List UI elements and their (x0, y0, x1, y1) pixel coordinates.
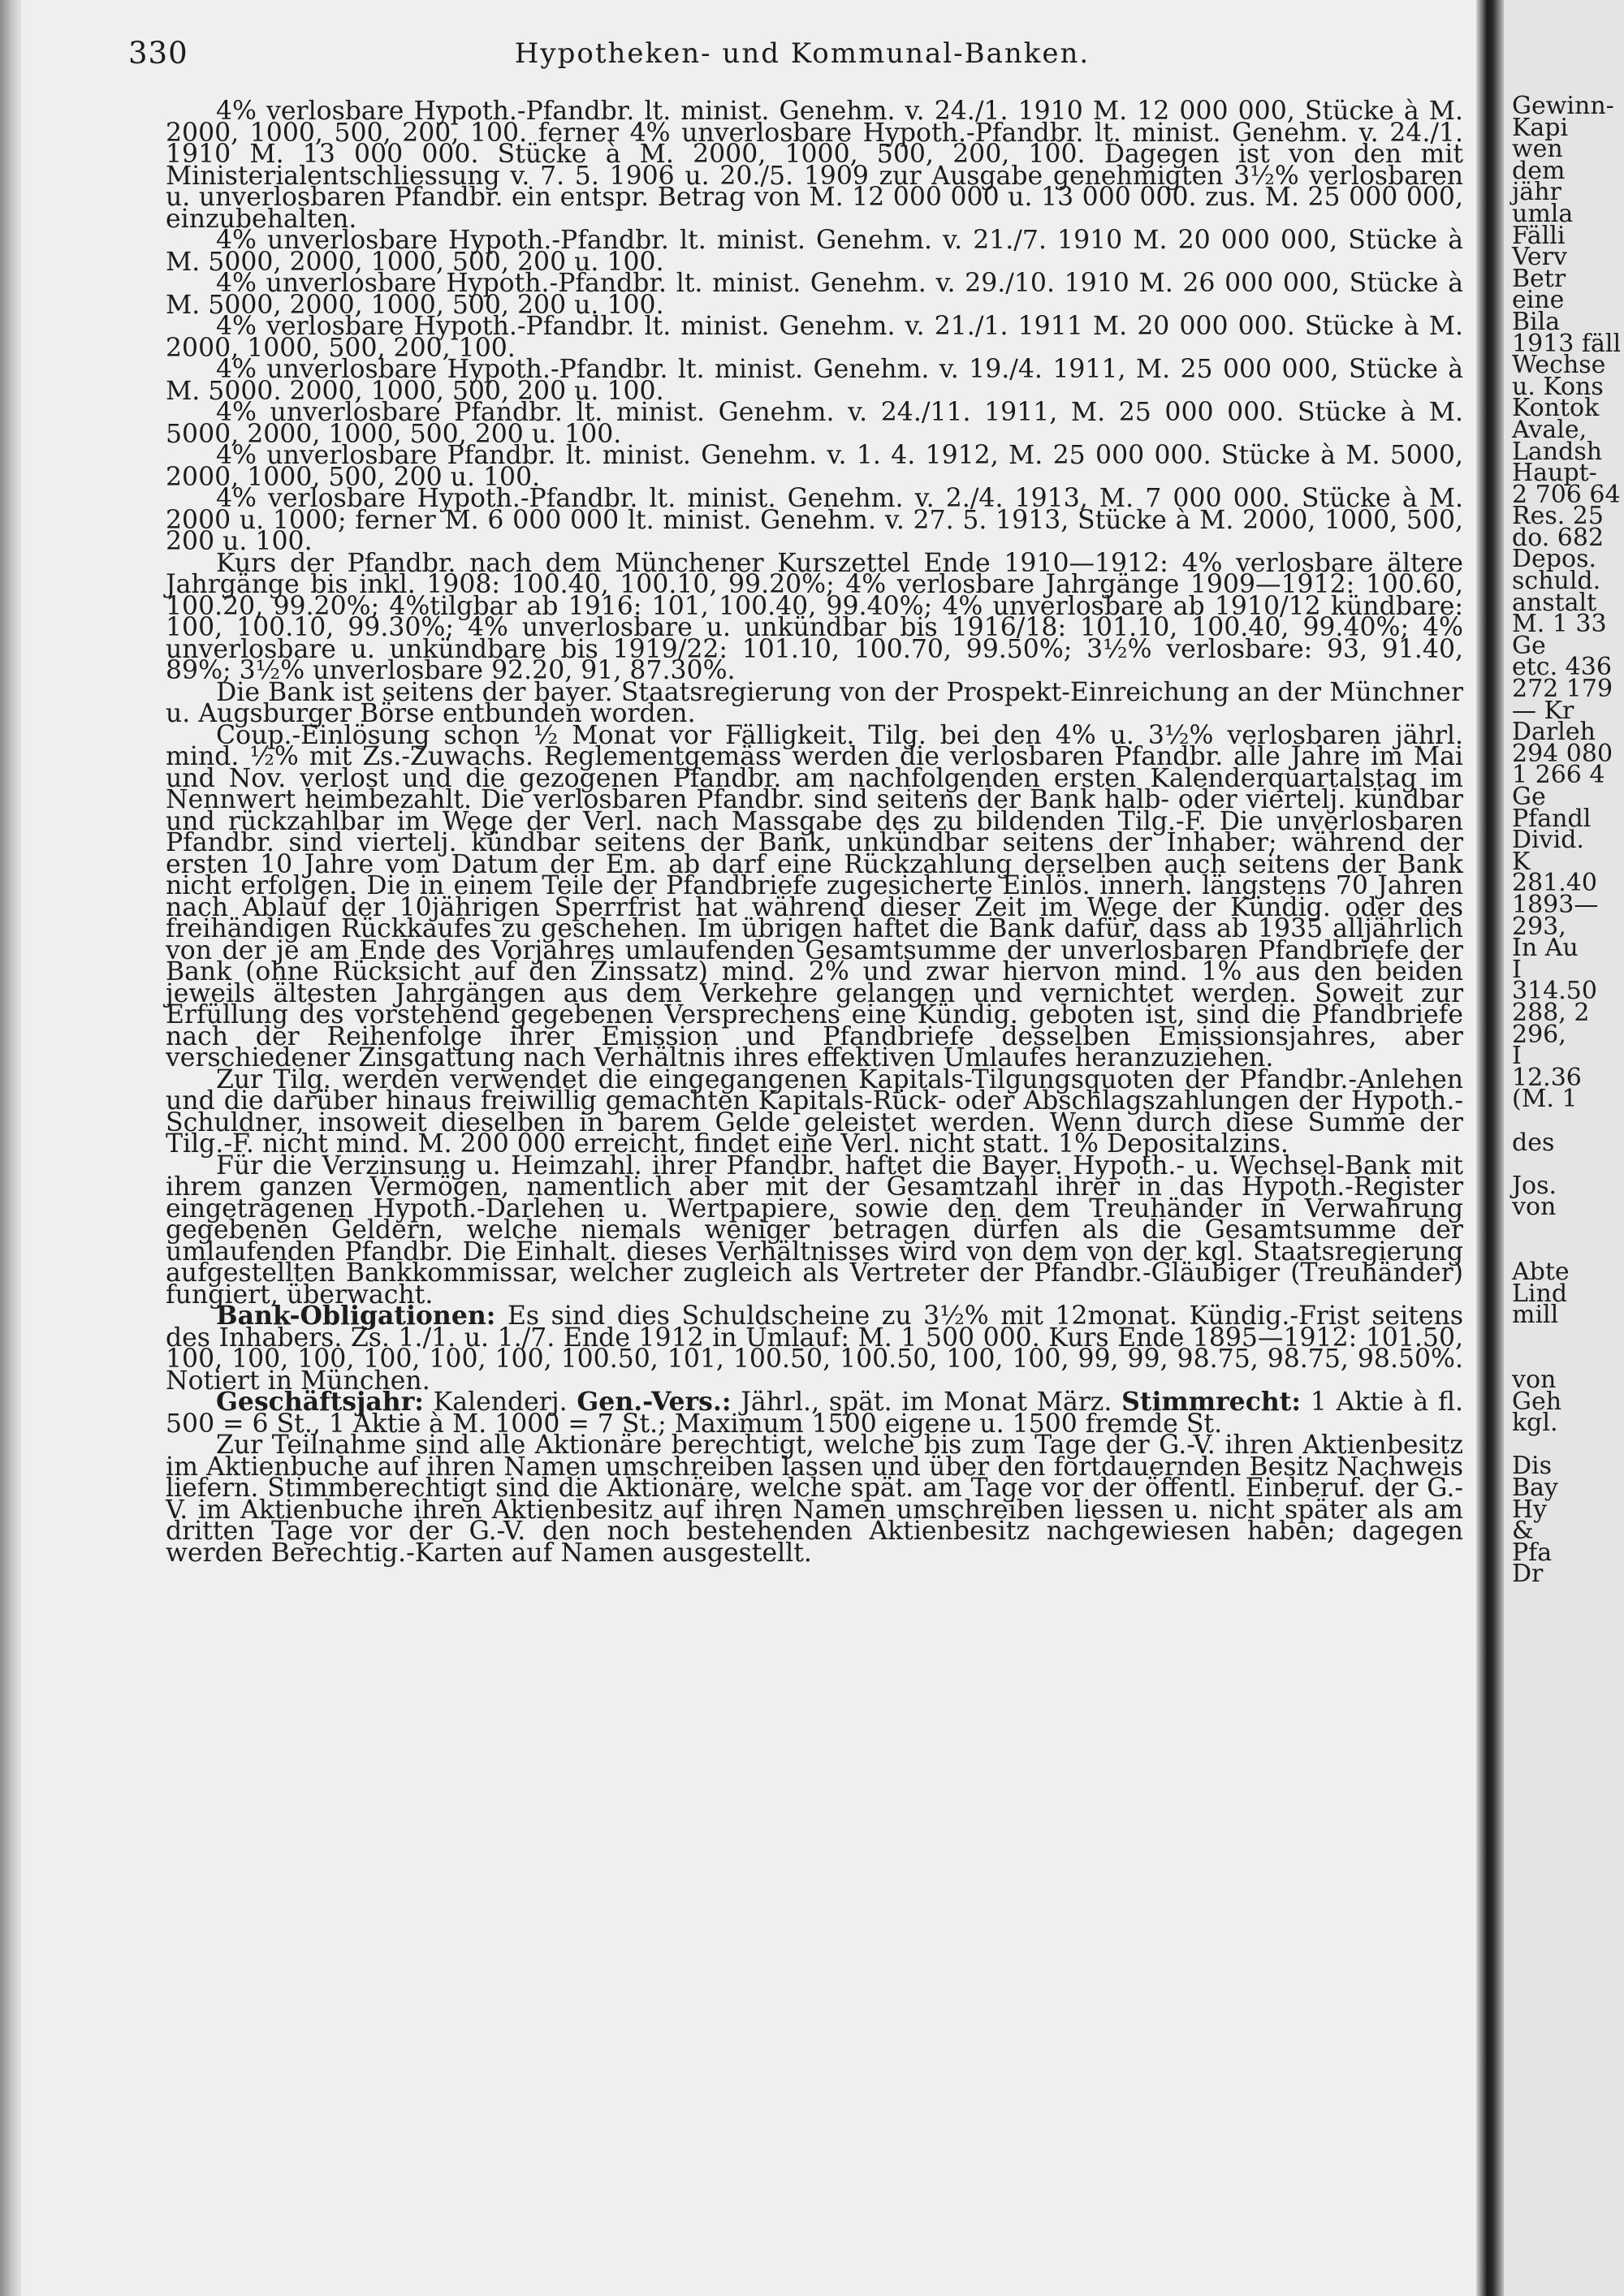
adjacent-page-line: Res. 25 (1512, 502, 1604, 531)
adjacent-page-line: Pfandl (1512, 804, 1592, 833)
adjacent-page-line: I (1512, 955, 1522, 984)
adjacent-page-line: Jos. (1512, 1171, 1557, 1200)
adjacent-page-line: 1913 fäll (1512, 329, 1622, 358)
adjacent-page-line: Haupt- (1512, 459, 1597, 488)
adjacent-page-line: 281.40 (1512, 869, 1597, 898)
paragraph-pfandbr-1911-jan: 4% verlosbare Hypoth.-Pfandbr. lt. minist. Genehm. v. 21./1. 1911 M. 20 000 000. Stücke à M. 2000, 1000, 500, 200, 100. (166, 312, 1463, 363)
adjacent-page-text (1512, 92, 1624, 1589)
adjacent-page-line: Kontok (1512, 394, 1600, 423)
paragraph-teilnahme: Zur Teilnahme sind alle Aktionäre berechtigt, welche bis zum Tage der G.-V. ihren Aktienbesitz im Aktienbuche auf ihren Namen umschreiben lassen und über den fortdauernden Besitz Nachweis liefern. Stimmberechtigt sind die Aktionäre, welche spät. am Tage vor der öffentl. Einberuf. der G.-V. im Aktienbuche ihren Aktienbesitz auf ihren Namen umschreiben liessen u. nicht später als am dritten Tage vor der G.-V. den noch bestehenden Aktienbesitz nachgewiesen haben; dagegen werden Berechtig.-Karten auf Namen ausgestellt. (166, 1431, 1463, 1568)
adjacent-page-line: Landsh (1512, 437, 1603, 466)
adjacent-page-line: Gewinn- (1512, 92, 1614, 120)
heading-stimmrecht: Stimmrecht: (1121, 1387, 1301, 1417)
paragraph-pfandbr-1910-jan: 4% verlosbare Hypoth.-Pfandbr. lt. minist. Genehm. v. 24./1. 1910 M. 12 000 000, Stücke à M. 2000, 1000, 500, 200, 100. ferner 4% unverlosbare Hypoth.-Pfandbr. lt. minist. Genehm. v. 24./1. 1910 M. 13 000 000. Stücke à M. 2000, 1000, 500, 200, 100. Dagegen ist von den mit Ministerialentschliessung v. 7. 5. 1906 u. 20./5. 1909 zur Ausgabe genehmigten 3½% verlosbaren u. unverlosbaren Pfandbr. ein entspr. Betrag von M. 12 000 000 u. 13 000 000. zus. M. 25 000 000, einzubehalten. (166, 97, 1463, 234)
adjacent-page-line: 1893— (1512, 890, 1599, 919)
adjacent-page-line: 293, (1512, 912, 1566, 941)
adjacent-page-line: & (1512, 1517, 1534, 1546)
adjacent-page-line: Verv (1512, 243, 1567, 272)
text-geschaeftsjahr: Kalenderj. (423, 1388, 577, 1417)
adjacent-page-line: 294 080 (1512, 739, 1613, 768)
adjacent-page-line: 1 266 4 (1512, 761, 1605, 790)
adjacent-page-line: (M. 1 (1512, 1085, 1578, 1114)
text-bank-obligationen: Es sind dies Schuldscheine zu 3½% mit 12monat. Kündig.-Frist seitens des Inhabers. Zs. 1./1. u. 1./7. Ende 1912 in Umlauf: M. 1 500 000. Kurs Ende 1895—1912: 101.50, 100, 100, 100, 100, 100, 100, 100.50, 101, 100.50, 100.50, 100, 100, 99, 99, 98.75, 98.75, 98.50%. Notiert in München. (166, 1301, 1463, 1396)
adjacent-page-line: Betr (1512, 264, 1566, 293)
adjacent-page-line: Darleh (1512, 718, 1596, 747)
paragraph-bank-obligationen (166, 1301, 1463, 1396)
adjacent-page-line: do. 682 (1512, 523, 1605, 552)
adjacent-page-line: Wechse (1512, 351, 1606, 380)
adjacent-page-line: In Au (1512, 934, 1579, 963)
adjacent-page-line: dem (1512, 156, 1566, 185)
running-title: Hypotheken- und Kommunal-Banken. (514, 37, 1091, 70)
adjacent-page-line: des (1512, 1128, 1555, 1157)
paragraph-kurs-pfandbr: Kurs der Pfandbr. nach dem Münchener Kurszettel Ende 1910—1912: 4% verlosbare ältere Jahrgänge bis inkl. 1908: 100.40, 100.10, 99.20%; 4% verlosbare Jahrgänge 1909—1912: 100.60, 100.20, 99.20%; 4%tilgbar ab 1916: 101, 100.40, 99.40%; 4% unverlosbare ab 1910/12 kündbare: 100, 100.10, 99.30%; 4% unverlosbare u. unkündbar bis 1916/18: 101.10, 100.40, 99.40%; 4% unverlosbare u. unkündbare bis 1919/22: 101.10, 100.70, 99.50%; 3½% verlosbare: 93, 91.40, 89%; 3½% unverlosbare 92.20, 91, 87.30%. (166, 548, 1463, 685)
adjacent-page-line: Bay (1512, 1474, 1558, 1502)
heading-bank-obligationen: Bank-Obligationen: (216, 1301, 496, 1331)
adjacent-page-line: wen (1512, 135, 1563, 164)
adjacent-page-line: u. Kons (1512, 372, 1604, 401)
adjacent-page-line: Avale, (1512, 415, 1587, 444)
adjacent-page-line: 272 179 (1512, 675, 1613, 704)
adjacent-page-line: 314.50 (1512, 977, 1597, 1006)
adjacent-page-line: Abte (1512, 1258, 1570, 1287)
heading-gen-vers: Gen.-Vers.: (577, 1387, 732, 1417)
adjacent-page-line: kgl. (1512, 1409, 1558, 1438)
adjacent-page-line: Depos. (1512, 545, 1597, 574)
adjacent-page-line: I (1512, 1042, 1522, 1071)
heading-geschaeftsjahr: Geschäftsjahr: (216, 1387, 424, 1417)
adjacent-page-line: 2 706 64 (1512, 480, 1621, 509)
book-spine-shadow (0, 0, 21, 2296)
adjacent-page-line: schuld. (1512, 567, 1601, 596)
adjacent-page-line: Pfa (1512, 1538, 1553, 1567)
page-number: 330 (128, 36, 188, 71)
paragraph-geschaeftsjahr (166, 1387, 1463, 1439)
adjacent-page-line: Hy (1512, 1495, 1548, 1524)
paragraph-pfandbr-1911-apr: 4% unverlosbare Hypoth.-Pfandbr. lt. minist. Genehm. v. 19./4. 1911, M. 25 000 000, Stücke à M. 5000. 2000, 1000, 500, 200 u. 100. (166, 355, 1463, 406)
adjacent-page-line (1512, 1327, 1624, 1349)
adjacent-page-line: Divid. (1512, 826, 1584, 855)
adjacent-page-line: K (1512, 847, 1531, 876)
adjacent-page-line: mill (1512, 1301, 1559, 1330)
adjacent-page-line: M. 1 33 (1512, 610, 1607, 639)
paragraph-pfandbr-1913: 4% verlosbare Hypoth.-Pfandbr. lt. minist. Genehm. v. 2./4. 1913, M. 7 000 000. Stücke à M. 2000 u. 1000; ferner M. 6 000 000 lt. minist. Genehm. v. 27. 5. 1913, Stücke à M. 2000, 1000, 500, 200 u. 100. (166, 484, 1463, 556)
adjacent-page-line (1512, 1219, 1624, 1241)
adjacent-page-line: Fälli (1512, 221, 1566, 250)
adjacent-page-line: Bila (1512, 307, 1561, 336)
adjacent-page-line: Geh (1512, 1387, 1562, 1416)
adjacent-page-line: Ge (1512, 631, 1546, 660)
adjacent-page-line: eine (1512, 286, 1565, 315)
paragraph-pfandbr-1912-apr: 4% unverlosbare Pfandbr. lt. minist. Genehm. v. 1. 4. 1912, M. 25 000 000. Stücke à M. 5000, 2000, 1000, 500, 200 u. 100. (166, 441, 1463, 492)
adjacent-page-line: 296, (1512, 1020, 1566, 1049)
paragraph-pfandbr-1911-nov: 4% unverlosbare Pfandbr. lt. minist. Genehm. v. 24./11. 1911, M. 25 000 000. Stücke à M. 5000, 2000, 1000, 500, 200 u. 100. (166, 398, 1463, 449)
adjacent-page-line: etc. 436 (1512, 653, 1612, 682)
adjacent-page-line: Ge (1512, 783, 1546, 811)
adjacent-page-line: jähr (1512, 178, 1561, 207)
paragraph-tilgung: Zur Tilg. werden verwendet die eingegangenen Kapitals-Tilgungsquoten der Pfandbr.-Anlehen und die darüber hinaus freiwillig gemachten Kapitals-Rück- oder Abschlagszahlungen der Hypoth.-Schuldner, insoweit dieselben in barem Gelde geleistet werden. Wenn durch diese Summe der Tilg.-F. nicht mind. M. 200 000 erreicht, findet eine Verl. nicht statt. 1% Depositalzins. (166, 1064, 1463, 1159)
text-gen-vers: Jährl., spät. im Monat März. (731, 1388, 1122, 1417)
adjacent-page-line: von (1512, 1366, 1557, 1395)
page-header (128, 36, 1476, 75)
adjacent-page-line: anstalt (1512, 588, 1597, 617)
paragraph-pfandbr-1910-oct: 4% unverlosbare Hypoth.-Pfandbr. lt. minist. Genehm. v. 29./10. 1910 M. 26 000 000, Stücke à M. 5000, 2000, 1000, 500, 200 u. 100. (166, 269, 1463, 320)
adjacent-page-line: Dis (1512, 1452, 1553, 1481)
adjacent-page-line: 12.36 (1512, 1063, 1582, 1092)
adjacent-page-line: von (1512, 1193, 1557, 1222)
paragraph-pfandbr-1910-jul: 4% unverlosbare Hypoth.-Pfandbr. lt. minist. Genehm. v. 21./7. 1910 M. 20 000 000, Stücke à M. 5000, 2000, 1000, 500, 200 u. 100. (166, 226, 1463, 277)
paragraph-verzinsung: Für die Verzinsung u. Heimzahl. ihrer Pfandbr. haftet die Bayer. Hypoth.- u. Wechsel-Bank mit ihrem ganzen Vermögen, namentlich aber mit der Gesamtzahl ihrer in das Hypoth.-Register eingetragenen Hypoth.-Darlehen u. Wertpapiere, sowie den dem Treuhänder in Verwahrung gegebenen Geldern, welche niemals weniger betragen dürfen als die Gesamtsumme der umlaufenden Pfandbr. Die Einhalt. dieses Verhältnisses wird von dem von der kgl. Staatsregierung aufgestellten Bankkommissar, welcher zugleich als Vertreter der Pfandbr.-Gläubiger (Treuhänder) fungiert, überwacht. (166, 1150, 1463, 1310)
adjacent-page-line: Dr (1512, 1560, 1544, 1589)
book-gutter (1476, 0, 1504, 2296)
adjacent-page-line: Lind (1512, 1279, 1568, 1308)
main-text-column (166, 97, 1463, 1568)
text-stimmrecht: 1 Aktie à fl. 500 = 6 St., 1 Aktie à M. 1000 = 7 St.; Maximum 1500 eigene u. 1500 fremde St. (166, 1388, 1463, 1439)
paragraph-coup-einloesung: Coup.-Einlösung schon ½ Monat vor Fälligkeit. Tilg. bei den 4% u. 3½% verlosbaren jährl. mind. ½% mit Zs.-Zuwachs. Reglementgemäss werden die verlosbaren Pfandbr. alle Jahre im Mai und Nov. verlost und die gezogenen Pfandbr. am nachfolgenden ersten Kalenderquartalstag im Nennwert heimbezahlt. Die verlosbaren Pfandbr. sind seitens der Bank halb- oder viertelj. kündbar und rückzahlbar im Wege der Verl. nach Massgabe des zu bildenden Tilg.-F. Die unverlosbaren Pfandbr. sind viertelj. kündbar seitens der Bank, unkündbar seitens der Inhaber; während der ersten 10 Jahre vom Datum der Em. ab darf eine Rückzahlung derselben auch seitens der Bank nicht erfolgen. Die in einem Teile der Pfandbriefe zugesicherte Einlös. innerh. längstens 70 Jahren nach Ablauf der 10jährigen Sperrfrist hat während dieser Zeit im Wege der Kündig. oder des freihändigen Rückkaufes zu geschehen. Im übrigen haftet die Bank dafür, dass ab 1935 alljährlich von der je am Ende des Vorjahres umlaufenden Gesamtsumme der unverlosbaren Pfandbriefe der Bank (ohne Rücksicht auf den Zinssatz) mind. 2% und zwar hiervon mind. 1% aus den beiden jeweils ältesten Jahrgängen aus dem Verkehre gelangen und vernichtet werden. Soweit zur Erfüllung des vorstehend gegebenen Versprechens eine Kündig. geboten ist, sind die Pfandbriefe nach der Reihenfolge ihrer Emission und Pfandbriefe desselben Emissionsjahres, aber verschiedener Zinsgattung nach Verhältnis ihres effektiven Umlaufes heranzuziehen. (166, 720, 1463, 1072)
paragraph-prospekt: Die Bank ist seitens der bayer. Staatsregierung von der Prospekt-Einreichung an der Münchner u. Augsburger Börse entbunden worden. (166, 677, 1463, 728)
adjacent-page-line: — Kr (1512, 696, 1574, 725)
adjacent-page-line: umla (1512, 199, 1574, 228)
adjacent-page-line: 288, 2 (1512, 998, 1590, 1027)
adjacent-page-line: Kapi (1512, 113, 1569, 142)
